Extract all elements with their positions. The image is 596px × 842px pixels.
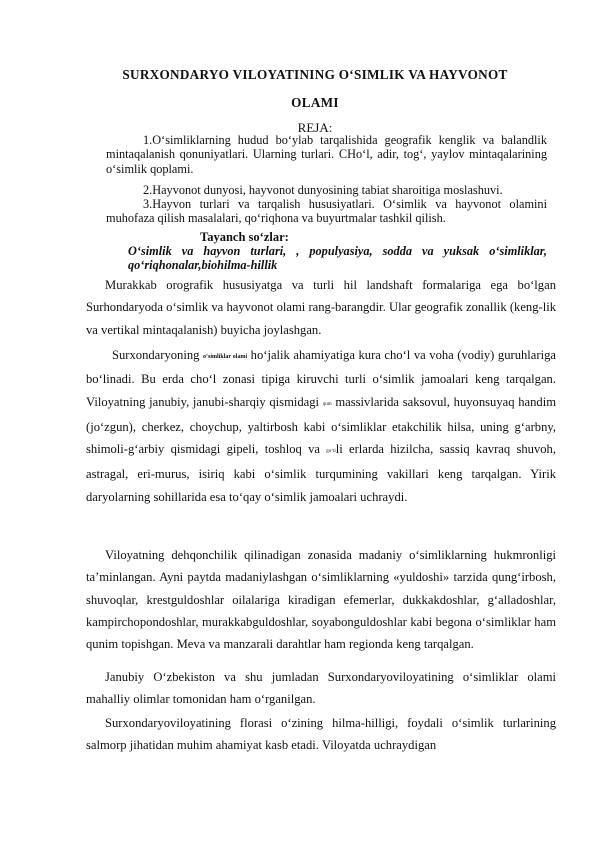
paragraph: Janubiy O‘zbekiston va shu jumladan Surxondaryoviloyatining o‘simliklar olami mahalliy olimlar tomonidan ham o‘rganilgan. xyxy=(86,670,556,707)
small-inline-text: qum xyxy=(322,401,332,407)
paragraph-text: ho‘jalik ahamiyatiga kura cho‘l va voha (vodiy) guruhlariga bo‘linadi. Bu erda cho‘l zonasi tipiga kiruvchi turli o‘simlik jamoalari keng tarqalgan. Viloyatning janubiy, janubi-sharqiy qismidagi xyxy=(86,348,556,409)
small-inline-text: go‘ti xyxy=(326,449,336,455)
plan-item-1: 1.O‘simliklarning hudud bo‘ylab tarqalishida geografik kenglik va balandlik mintaqalanish qonuniyatlari. Ularning turlari. CHo‘l, adir, tog‘, yaylov mintaqalarining o‘simlik qoplami. xyxy=(106,133,547,176)
plan-item-2: 2.Hayvonot dunyosi, hayvonot dunyosining tabiat sharoitiga moslashuvi. xyxy=(143,183,503,197)
paragraph: Surxondaryoviloyatining florasi o‘zining hilma-hilligi, foydali o‘simlik turlarining salmorp jihatidan muhim ahamiyat kasb etadi. Viloyatda uchraydigan xyxy=(86,716,556,753)
document-title: SURXONDARYO VILOYATINING O‘SIMLIK VA HAYVONOT xyxy=(122,67,508,82)
keywords: O‘simlik va hayvon turlari, , populyasiya, sodda va yuksak o‘simliklar, qo‘riqhonalar,biohilma-hillik xyxy=(128,244,547,273)
paragraph-text: Surxondaryoning xyxy=(112,348,203,362)
paragraph: Murakkab orografik hususiyatga va turli hil landshaft formalariga ega bo‘lgan Surhondaryoda o‘simlik va hayvonot olami rang-barangdir. Ular geografik zonallik (keng-lik va vertikal mintaqalanish) buyicha joylashgan. xyxy=(86,278,556,337)
document-title-line2: OLAMI xyxy=(291,95,339,110)
plan-item-3: 3.Hayvon turlari va tarqalish hususiyatlari. O‘simlik va hayvonot olamini muhofaza qilish masalalari, qo‘riqhona va buyurtmalar tashkil qilish. xyxy=(106,197,547,226)
paragraph xyxy=(86,344,556,508)
keywords-heading: Tayanch so‘zlar: xyxy=(200,230,289,244)
paragraph: Viloyatning dehqonchilik qilinadigan zonasida madaniy o‘simliklarning hukmronligi ta’minlangan. Ayni paytda madaniylashgan o‘simliklarning «yuldoshi» tarzida qung‘irbosh, shuvoqlar, krestguldoshlar oilalariga kiradigan efemerlar, dukkakdoshlar, g‘alladoshlar, kampirchopondoshlar, murakkabguldoshlar, soyabonguldoshlar kabi begona o‘simliklar ham qunim topishgan. Meva va manzarali darahtlar ham regionda keng tarqalgan. xyxy=(86,548,556,652)
paragraph-text: massivlarida saksovul, huyonsuyaq handim (jo‘zgun), cherkez, choychup, yaltirbosh kabi o‘simliklar etakchilik hilsa, uning g‘arbny, shimoli-g‘arbiy qismidagi gipeli, toshloq va xyxy=(86,394,556,457)
paragraph-text: li erlarda hizilcha, sassiq kavraq shuvoh, astragal, eri-murus, isiriq kabi o‘simlik turqumining vakillari keng tarqalgan. Yirik daryolarning sohillarida esa to‘qay o‘simlik jamoalari uchraydi. xyxy=(86,442,556,504)
plan-heading: REJA: xyxy=(297,120,333,135)
small-inline-text: o‘simliklar olami xyxy=(203,354,248,360)
